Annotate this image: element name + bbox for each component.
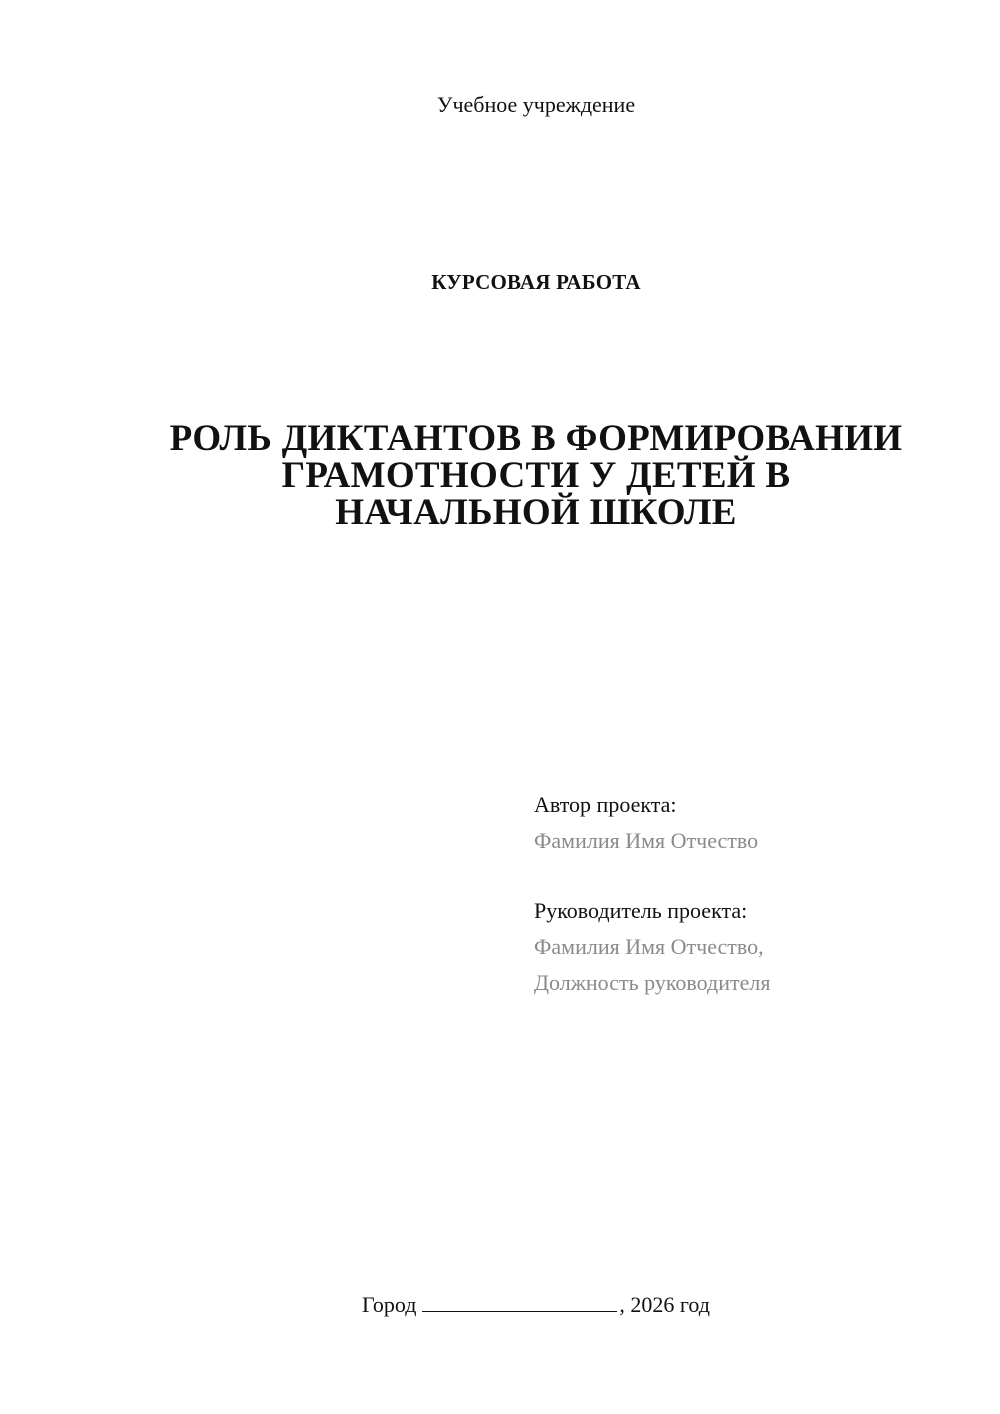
author-label: Автор проекта: (534, 792, 677, 817)
author-block-spacer (534, 859, 974, 893)
document-type: КУРСОВАЯ РАБОТА (431, 270, 641, 294)
year-text: , 2026 год (619, 1292, 710, 1317)
author-block (534, 787, 974, 1001)
work-title-line-1: РОЛЬ ДИКТАНТОВ В ФОРМИРОВАНИИ (169, 418, 903, 459)
work-title-line-2: ГРАМОТНОСТИ У ДЕТЕЙ В (281, 455, 791, 496)
author-name-placeholder: Фамилия Имя Отчество (534, 828, 759, 853)
work-title-line-3: НАЧАЛЬНОЙ ШКОЛЕ (335, 492, 737, 533)
city-blank-line (422, 1291, 617, 1312)
institution-name: Учебное учреждение (436, 92, 636, 117)
work-title (100, 420, 972, 531)
supervisor-label: Руководитель проекта: (534, 898, 748, 923)
city-label: Город (362, 1292, 417, 1317)
supervisor-position-placeholder: Должность руководителя (534, 970, 771, 995)
city-year-line (0, 1290, 1000, 1320)
supervisor-name-placeholder: Фамилия Имя Отчество, (534, 934, 764, 959)
